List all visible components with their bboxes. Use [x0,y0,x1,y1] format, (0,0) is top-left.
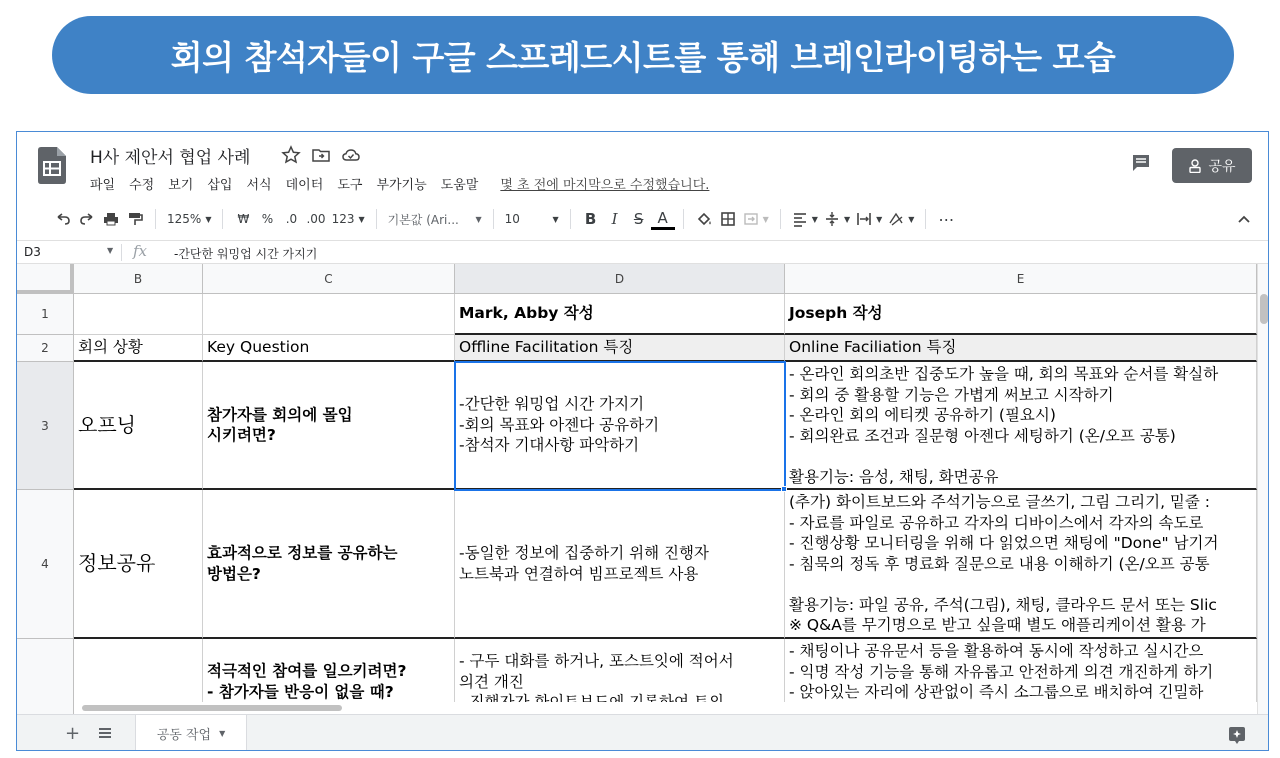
menu-addons[interactable]: 부가기능 [376,178,427,193]
cell-d1[interactable]: Mark, Abby 작성 [455,294,785,335]
horizontal-scrollbar[interactable] [74,702,1257,714]
cell-b1[interactable] [74,294,203,335]
formula-input[interactable]: -간단한 워밍업 시간 가지기 [174,247,318,261]
increase-decimal-button[interactable]: .00 [306,212,326,226]
toolbar-separator [683,209,684,229]
chevron-down-icon: ▼ [475,214,482,224]
cell-c3[interactable]: 참가자를 회의에 몰입 시키려면? [203,362,455,490]
vertical-align-icon [824,211,840,227]
bold-button[interactable]: B [584,210,597,228]
horizontal-align-button[interactable] [789,206,821,232]
column-header-b[interactable]: B [74,264,203,294]
cell-c1[interactable] [203,294,455,335]
vertical-scroll-thumb[interactable] [1260,294,1268,324]
borders-button[interactable] [716,206,740,232]
text-color-button[interactable]: A [651,208,675,230]
doc-title[interactable]: H사 제안서 협업 사례 [90,148,251,168]
font-family-select[interactable] [385,206,485,232]
more-formats-label: 123 [331,212,355,226]
align-left-icon [792,211,808,227]
more-formats-button[interactable] [329,206,368,232]
chevron-down-icon[interactable]: ▼ [107,246,114,255]
row-header-4[interactable]: 4 [17,490,74,639]
row-header-5[interactable] [17,639,74,714]
cloud-saved-icon[interactable] [341,145,361,165]
zoom-select[interactable] [164,206,214,232]
formula-separator [121,244,122,261]
explore-icon[interactable] [1227,725,1247,745]
paint-format-icon [127,211,143,227]
menu-insert[interactable]: 삽입 [207,178,233,193]
cell-d5[interactable]: - 구두 대화를 하거나, 포스트잇에 적어서 의견 개진 [455,639,785,714]
italic-button[interactable]: I [611,210,618,228]
text-rotation-icon [888,211,904,227]
toolbar-separator [570,209,571,229]
font-size-select[interactable] [502,206,562,232]
chevron-down-icon: ▼ [552,214,559,224]
row-header-3[interactable]: 3 [17,362,74,490]
fill-color-icon [696,211,712,227]
menu-bar [90,174,709,193]
cell-d2[interactable]: Offline Facilitation 특징 [455,335,785,362]
collapse-menus-button[interactable] [1232,206,1256,232]
toolbar-separator [376,209,377,229]
share-button[interactable] [1172,148,1252,183]
paint-format-button[interactable] [123,206,147,232]
text-wrap-icon [856,211,872,227]
print-button[interactable] [99,206,123,232]
sheets-window [16,131,1269,751]
percent-format-button[interactable]: % [261,212,274,226]
row-header-2[interactable]: 2 [17,335,74,362]
column-header-c[interactable]: C [203,264,455,294]
cell-e1[interactable]: Joseph 작성 [785,294,1257,335]
last-edit-link[interactable]: 몇 초 전에 마지막으로 수정했습니다. [500,178,710,193]
fx-icon: fx [133,242,148,260]
title-bar [17,132,1268,196]
vertical-align-button[interactable] [821,206,853,232]
menu-format[interactable]: 서식 [246,178,272,193]
name-box[interactable]: D3 [24,245,41,259]
menu-file[interactable]: 파일 [90,178,116,193]
toolbar-separator [222,209,223,229]
menu-edit[interactable]: 수정 [129,178,155,193]
toolbar [17,200,1268,238]
sheet-tab-bar [17,714,1268,751]
font-family-value: 기본값 (Ari... [387,212,459,227]
cell-e4[interactable]: (추가) 화이트보드와 주석기능으로 글쓰기, 그림 그리기, 밑줄 : - 자료를 파일로 공유하고 각자의 디바이스에서 각자의 속도로 - 진행상황 모니터링을 위해 다 읽었으면 채팅에 "Done" 남기거 - 침묵의 정독 후 명료화 질문으로 내용 이해하기 (온/오프 공통 활용기능: 파일 공유, 주석(그림), 채팅, 클라우드 문서 또는 Slic ※ Q&A를 무기명으로 받고 싶을때 별도 애플리케이션 활용 가 [785,490,1257,639]
cell-e2[interactable]: Online Faciliation 특징 [785,335,1257,362]
sheet-tab-label: 공동 작업 [156,727,212,743]
fill-handle[interactable] [781,486,787,492]
toolbar-separator [493,209,494,229]
chevron-down-icon: ▼ [205,214,212,224]
cell-c4[interactable]: 효과적으로 정보를 공유하는 방법은? [203,490,455,639]
undo-button[interactable] [51,206,75,232]
toolbar-separator [155,209,156,229]
currency-format-button[interactable]: ₩ [237,212,250,226]
cell-c2[interactable]: Key Question [203,335,455,362]
toolbar-separator [780,209,781,229]
chevron-down-icon: ▼ [811,214,818,224]
redo-button[interactable] [75,206,99,232]
row-header-1[interactable]: 1 [17,294,74,335]
page-banner: 회의 참석자들이 구글 스프레드시트를 통해 브레인라이팅하는 모습 [52,16,1234,94]
merge-cells-icon [743,211,759,227]
strikethrough-button[interactable]: S [633,210,644,228]
decrease-decimal-button[interactable]: .0 [285,212,298,226]
cell-e3[interactable]: - 온라인 회의초반 집중도가 높을 때, 회의 목표와 순서를 확실하 - 회의 중 활용할 기능은 가볍게 써보고 시작하기 - 온라인 회의 에티켓 공유하기 (필요시) - 회의완료 조건과 질문형 아젠다 세팅하기 (온/오프 공통) 활용기능: 음성, 채팅, 화면공유 [785,362,1257,490]
borders-icon [720,211,736,227]
horizontal-scroll-thumb[interactable] [82,705,342,711]
cell-e5[interactable]: - 채팅이나 공유문서 등을 활용하여 동시에 작성하고 실시간으 - 익명 작성 기능을 통해 자유롭고 안전하게 의견 개진하게 하기 - 앉아있는 자리에 상관없이 즉시 소그룹으로 배치하여 긴밀하 [785,639,1257,714]
text-rotation-button[interactable] [885,206,917,232]
spreadsheet-grid [17,264,1257,714]
cell-d3[interactable]: -간단한 워밍업 시간 가지기 -회의 목표와 아젠다 공유하기 -참석자 기대사항 파악하기 [455,362,785,490]
formula-bar [17,240,1268,264]
all-sheets-icon[interactable] [97,725,113,741]
zoom-value: 125% [167,212,202,226]
column-header-d[interactable]: D [455,264,785,294]
menu-help[interactable]: 도움말 [440,178,479,193]
add-sheet-icon[interactable]: + [65,723,81,744]
star-icon[interactable] [281,145,301,165]
menu-view[interactable]: 보기 [168,178,194,193]
chevron-down-icon: ▼ [843,214,851,224]
chevron-down-icon: ▼ [762,214,769,224]
cell-d4[interactable]: -동일한 정보에 집중하기 위해 진행자 노트북과 연결하여 빔프로젝트 사용 [455,490,785,639]
chevron-down-icon: ▼ [908,214,915,224]
chevron-down-icon: ▼ [358,214,365,224]
sheets-logo-icon[interactable] [38,147,66,184]
toolbar-separator [925,209,926,229]
cell-c5[interactable]: 적극적인 참여를 일으키려면? - 참가자들 반응이 없을 때? [203,639,455,714]
sheet-tab[interactable] [135,715,247,751]
cell-b2[interactable]: 회의 상황 [74,335,203,362]
font-size-value: 10 [504,212,520,226]
fill-color-button[interactable] [692,206,716,232]
cell-b4[interactable]: 정보공유 [74,490,203,639]
column-header-e[interactable]: E [785,264,1257,294]
chevron-up-icon [1236,211,1252,227]
more-button[interactable]: ⋯ [938,209,955,229]
lock-person-icon [1188,159,1202,173]
select-all-corner[interactable] [17,264,74,294]
menu-tools[interactable]: 도구 [337,178,363,193]
merge-cells-button[interactable] [740,206,772,232]
chevron-down-icon: ▼ [876,214,883,224]
text-wrap-button[interactable] [853,206,885,232]
cell-b3[interactable]: 오프닝 [74,362,203,490]
redo-icon [79,211,95,227]
share-label: 공유 [1208,158,1236,175]
comment-history-icon[interactable] [1130,152,1152,174]
move-folder-icon[interactable] [311,145,331,165]
menu-data[interactable]: 데이터 [285,178,324,193]
vertical-scrollbar[interactable] [1257,264,1269,714]
print-icon [103,211,119,227]
undo-icon [55,211,71,227]
chevron-down-icon[interactable]: ▼ [219,728,226,738]
